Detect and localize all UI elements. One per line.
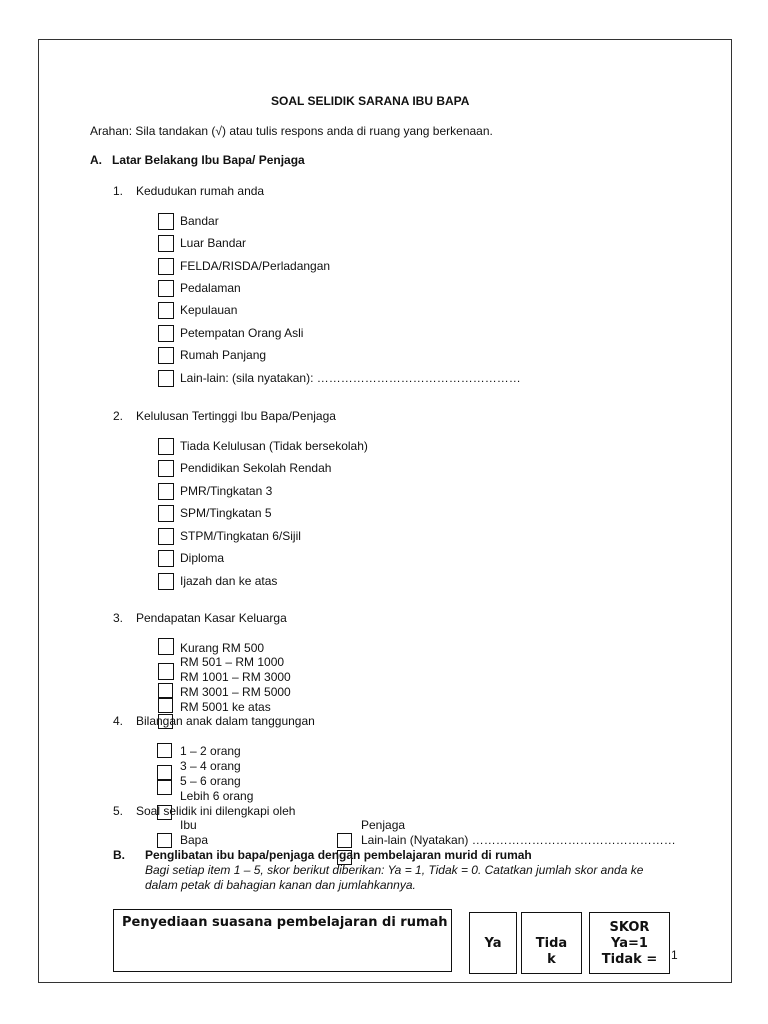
q3-option-label: RM 5001 ke atas [180,700,271,714]
page-number: 1 [671,948,678,962]
q1-option-label: FELDA/RISDA/Perladangan [180,259,331,273]
q5-option-label: Penjaga [361,818,406,832]
q5-number: 5. [113,804,124,818]
q2-option-checkbox[interactable] [158,573,174,590]
ya-column-cell [469,912,517,974]
tidak-column-label: k [547,952,556,967]
q4-option-label: 5 – 6 orang [180,774,241,788]
q2-number: 2. [113,409,124,423]
q1-option-label: Lain-lain: (sila nyatakan): …………………………………………… [180,371,521,385]
q3-option-label: RM 1001 – RM 3000 [180,670,291,684]
q2-option-checkbox[interactable] [158,438,174,455]
q1-option-label: Pedalaman [180,281,241,295]
q5-question: Soal selidik ini dilengkapi oleh [136,804,296,818]
q4-option-label: 1 – 2 orang [180,744,241,758]
section-a-letter: A. [90,153,102,167]
q1-option-checkbox[interactable] [158,258,174,275]
q5-option-label: Lain-lain (Nyatakan) …………………………………………… [361,833,676,847]
q1-option-checkbox[interactable] [158,235,174,252]
q2-option-checkbox[interactable] [158,505,174,522]
q3-option-checkbox[interactable] [158,698,173,713]
section-a-heading: Latar Belakang Ibu Bapa/ Penjaga [112,153,305,167]
q4-number: 4. [113,714,124,728]
skor-column-label: SKOR [609,920,650,935]
q5-option-label: Bapa [180,833,209,847]
q1-number: 1. [113,184,124,198]
q5-option-label: Ibu [180,818,197,832]
section-b-note: Bagi setiap item 1 – 5, skor berikut diberikan: Ya = 1, Tidak = 0. Catatkan jumlah skor anda ke [145,863,644,877]
section-b-letter: B. [113,848,125,862]
q1-option-label: Rumah Panjang [180,348,267,362]
q3-option-label: Kurang RM 500 [180,641,265,655]
q1-option-checkbox[interactable] [158,347,174,364]
q2-option-label: STPM/Tingkatan 6/Sijil [180,529,301,543]
q4-question: Bilangan anak dalam tanggungan [136,714,315,728]
q2-option-checkbox[interactable] [158,483,174,500]
q2-option-label: PMR/Tingkatan 3 [180,484,273,498]
q3-number: 3. [113,611,124,625]
tidak-column-label: Tida [535,936,568,951]
q4-option-checkbox[interactable] [157,743,172,758]
section-b-note: dalam petak di bahagian kanan dan jumlahkannya. [145,878,416,892]
q3-option-checkbox[interactable] [158,663,174,680]
q1-option-label: Kepulauan [180,303,238,317]
q2-option-checkbox[interactable] [158,460,174,477]
q5-option-checkbox[interactable] [157,833,172,848]
ya-column-label: Ya [484,936,502,951]
table-header-cell [113,909,452,972]
q1-option-checkbox[interactable] [158,280,174,297]
skor-column-cell [589,912,670,974]
q1-option-checkbox[interactable] [158,302,174,319]
q4-option-label: Lebih 6 orang [180,789,254,803]
q3-option-label: RM 501 – RM 1000 [180,655,285,669]
q4-option-checkbox[interactable] [157,780,172,795]
q1-option-checkbox[interactable] [158,325,174,342]
q1-option-label: Luar Bandar [180,236,247,250]
skor-rule-label: Tidak = [601,952,658,967]
q2-option-label: Tiada Kelulusan (Tidak bersekolah) [180,439,368,453]
q1-option-checkbox[interactable] [158,213,174,230]
q3-option-checkbox[interactable] [158,638,174,655]
q2-option-label: Diploma [180,551,225,565]
q1-question: Kedudukan rumah anda [136,184,265,198]
q1-option-checkbox[interactable] [158,370,174,387]
q3-option-label: RM 3001 – RM 5000 [180,685,291,699]
instruction-text: Arahan: Sila tandakan (√) atau tulis respons anda di ruang yang berkenaan. [90,124,493,138]
q3-question: Pendapatan Kasar Keluarga [136,611,287,625]
document-title: SOAL SELIDIK SARANA IBU BAPA [271,94,470,108]
table-header-label: Penyediaan suasana pembelajaran di rumah [122,915,448,930]
q4-option-label: 3 – 4 orang [180,759,241,773]
q1-option-label: Petempatan Orang Asli [180,326,304,340]
skor-rule-label: Ya=1 [611,936,648,951]
section-b-heading: Penglibatan ibu bapa/penjaga dengan pembelajaran murid di rumah [145,848,532,862]
tidak-column-cell [521,912,582,974]
q2-option-checkbox[interactable] [158,528,174,545]
q2-option-label: Ijazah dan ke atas [180,574,278,588]
q2-question: Kelulusan Tertinggi Ibu Bapa/Penjaga [136,409,336,423]
q2-option-label: Pendidikan Sekolah Rendah [180,461,332,475]
q2-option-label: SPM/Tingkatan 5 [180,506,272,520]
q4-option-checkbox[interactable] [157,765,172,780]
q3-option-checkbox[interactable] [158,683,173,698]
q2-option-checkbox[interactable] [158,550,174,567]
q1-option-label: Bandar [180,214,219,228]
q5-option-checkbox[interactable] [337,833,352,848]
